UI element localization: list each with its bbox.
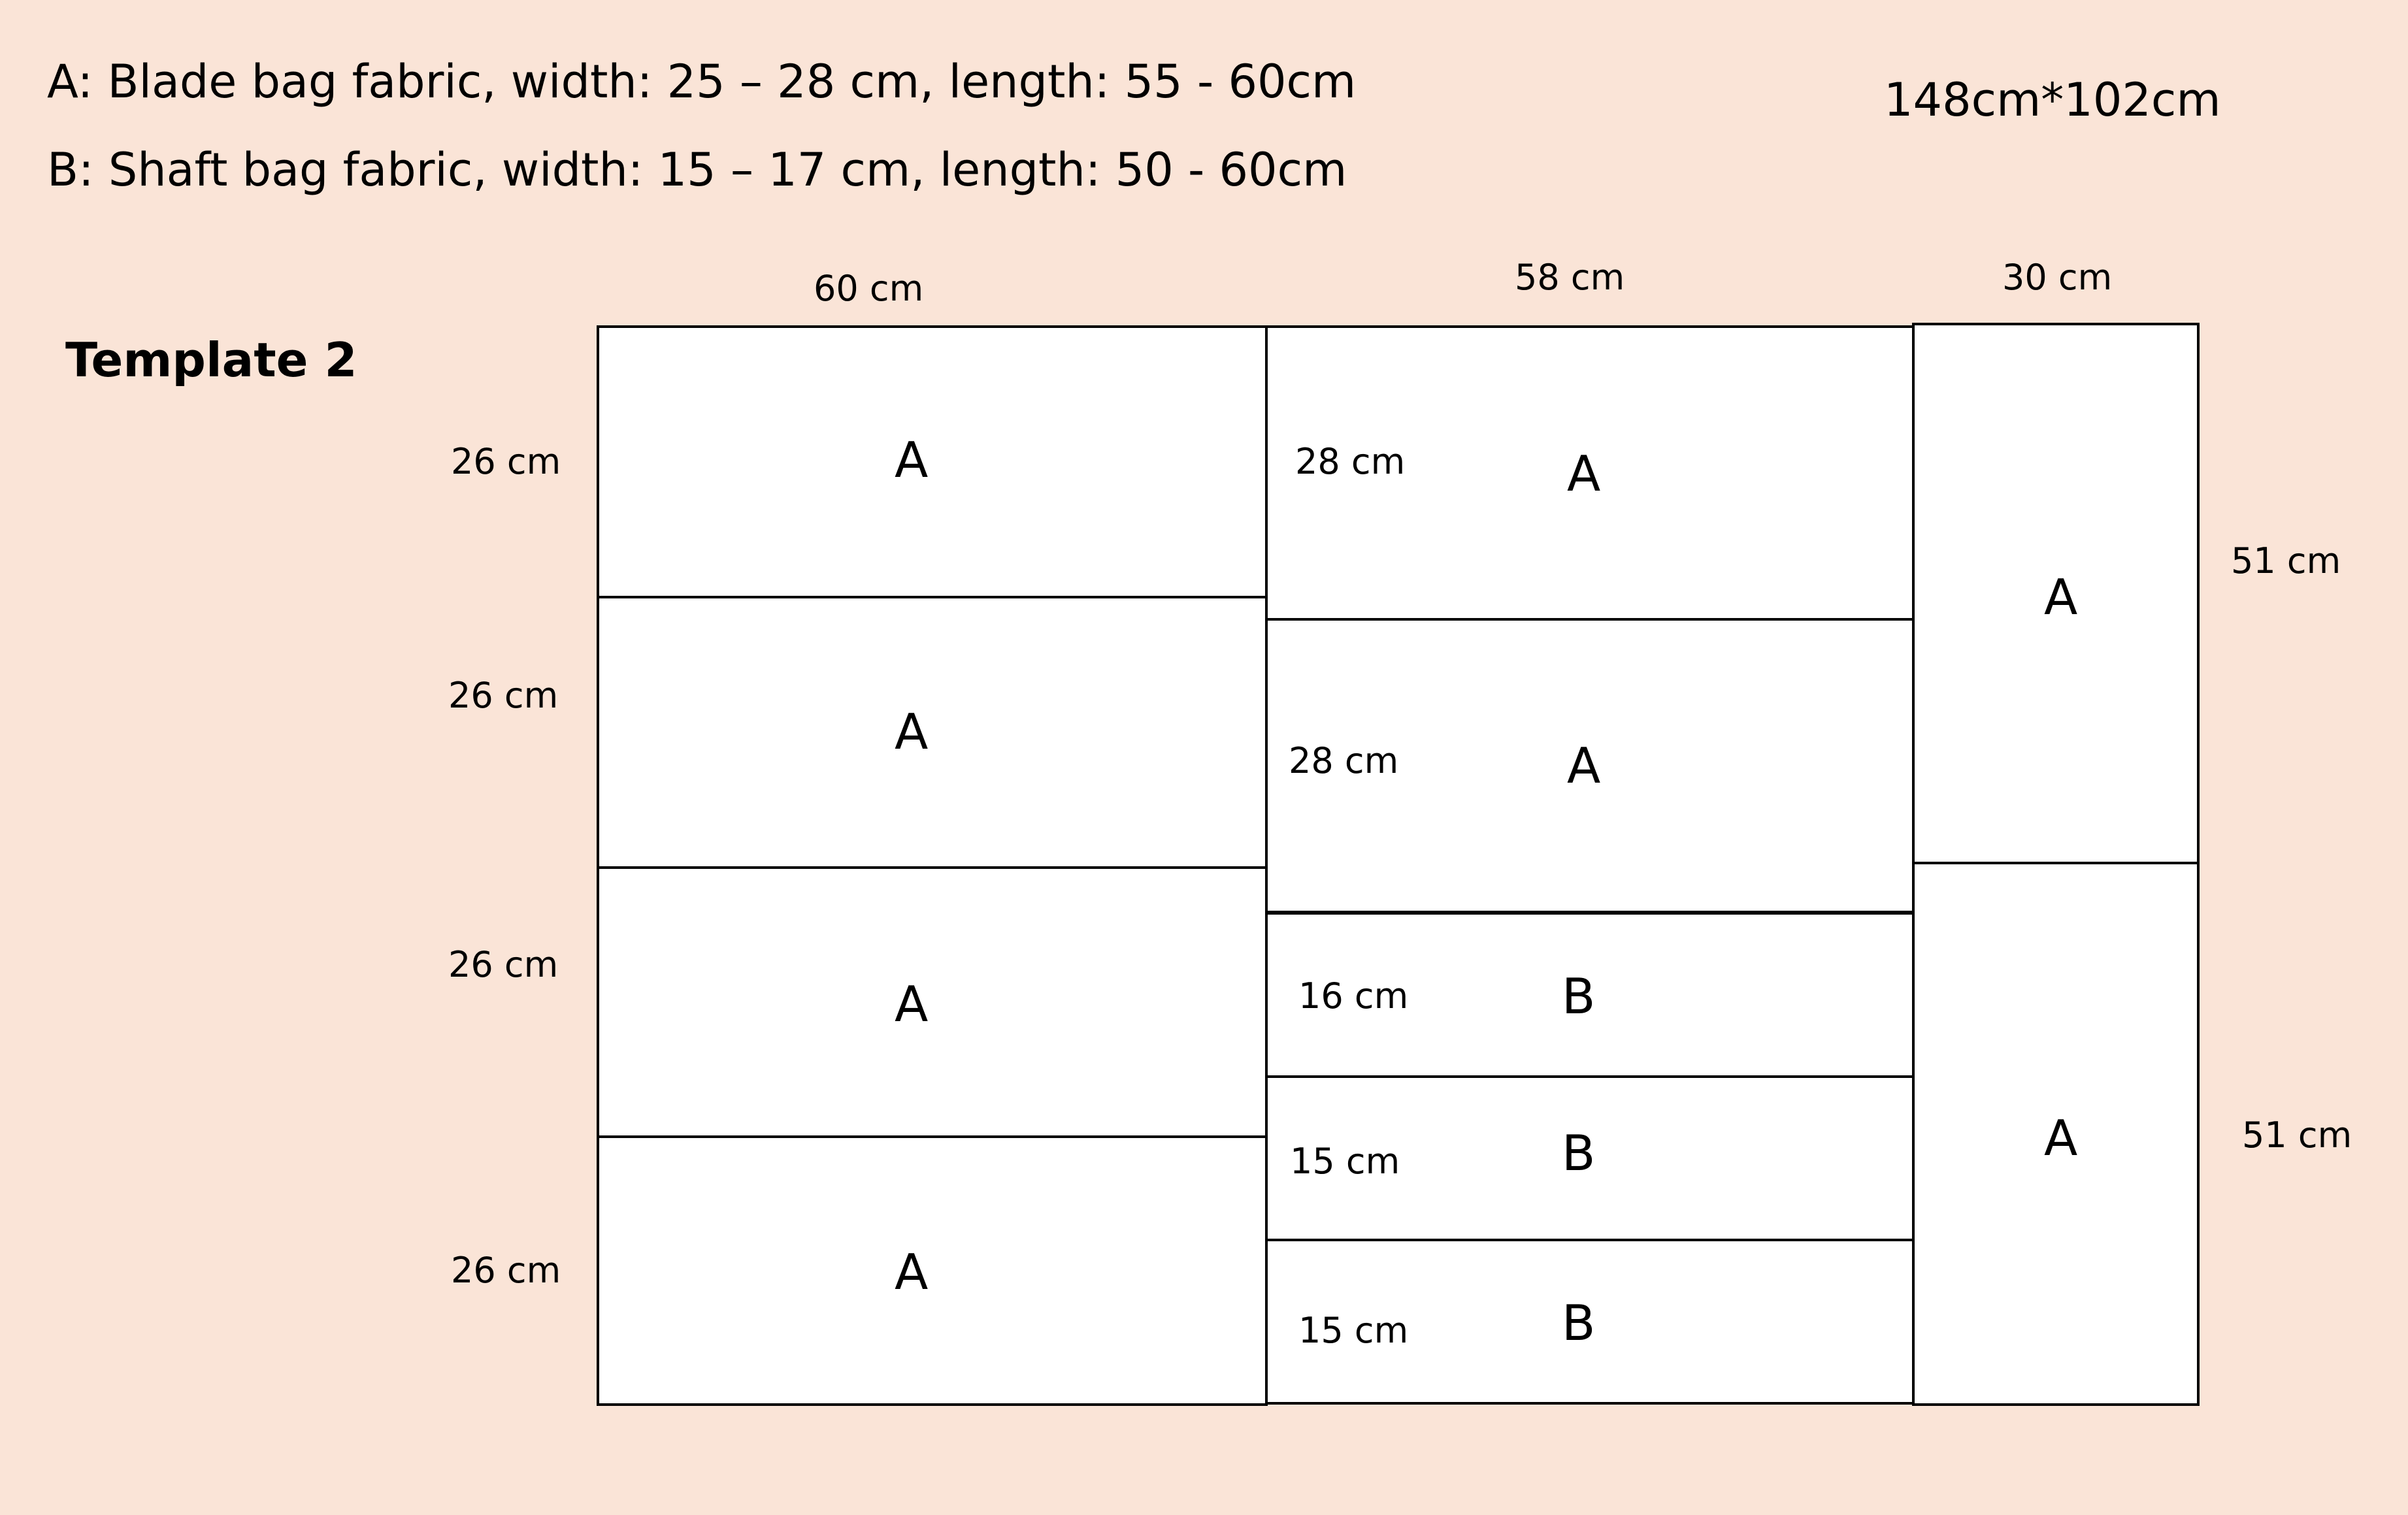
column-width-left: 60 cm	[814, 268, 924, 309]
piece-label-left-1: A	[895, 431, 929, 489]
piece-label-left-3: A	[895, 975, 929, 1033]
piece-left-4	[597, 1135, 1268, 1406]
piece-label-right-2: A	[2044, 1109, 2078, 1167]
legend-line-b: B: Shaft bag fabric, width: 15 – 17 cm, length: 50 - 60cm	[47, 143, 1347, 197]
row-height-left-4: 26 cm	[451, 1250, 561, 1291]
piece-label-right-1: A	[2044, 568, 2078, 626]
row-height-middle-4: 15 cm	[1290, 1141, 1400, 1182]
piece-label-middle-4: B	[1562, 1124, 1596, 1182]
piece-left-3	[597, 866, 1268, 1138]
column-width-middle: 58 cm	[1515, 257, 1625, 298]
row-height-middle-5: 15 cm	[1298, 1310, 1409, 1351]
piece-label-left-4: A	[895, 1243, 929, 1301]
row-height-left-2: 26 cm	[448, 675, 559, 716]
piece-label-middle-1: A	[1567, 445, 1601, 502]
row-height-left-1: 26 cm	[451, 441, 561, 482]
total-size-label: 148cm*102cm	[1884, 73, 2221, 127]
template-title: Template 2	[65, 333, 357, 387]
row-height-middle-1: 28 cm	[1295, 441, 1406, 482]
row-height-left-3: 26 cm	[448, 944, 559, 985]
row-height-right-1: 51 cm	[2231, 540, 2341, 581]
piece-left-2	[597, 596, 1268, 869]
row-height-right-2: 51 cm	[2242, 1115, 2352, 1156]
column-width-right: 30 cm	[2002, 257, 2113, 298]
row-height-middle-3: 16 cm	[1298, 975, 1409, 1017]
piece-left-1	[597, 325, 1268, 598]
row-height-middle-2: 28 cm	[1289, 740, 1399, 781]
legend-line-a: A: Blade bag fabric, width: 25 – 28 cm, length: 55 - 60cm	[47, 55, 1357, 108]
piece-label-middle-5: B	[1562, 1294, 1596, 1352]
piece-label-left-2: A	[895, 703, 929, 760]
piece-label-middle-2: A	[1567, 737, 1601, 794]
piece-label-middle-3: B	[1562, 968, 1596, 1025]
